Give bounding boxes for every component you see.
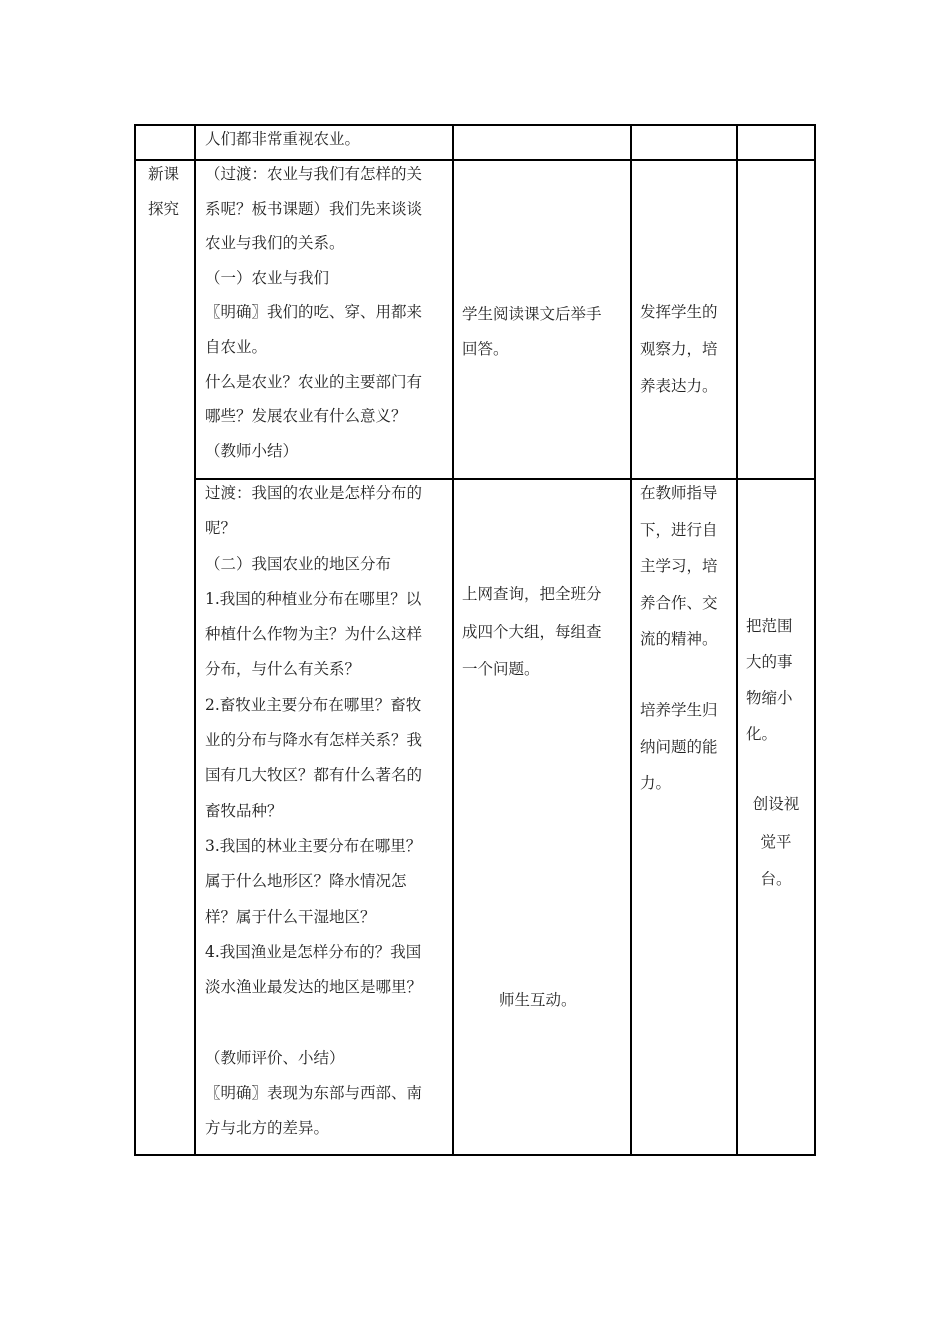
- column-divider-4: [736, 124, 738, 1156]
- text-line: （教师评价、小结）: [205, 1048, 345, 1067]
- text-line: 台。: [760, 870, 792, 888]
- text-line: 2.畜牧业主要分布在哪里？畜牧: [205, 695, 422, 714]
- text-line: （过渡：农业与我们有怎样的关: [205, 165, 423, 183]
- text-line: 一个问题。: [462, 660, 540, 678]
- text-line: 属于什么地形区？降水情况怎: [205, 872, 407, 891]
- text-line: 主学习，培: [640, 557, 718, 575]
- text-line: 样？属于什么干湿地区？: [205, 907, 376, 926]
- design-intent-part1: [640, 294, 718, 405]
- text-line: 观察力，培: [640, 340, 718, 358]
- text-line: 畜牧品种？: [205, 801, 283, 820]
- media-use-part2: [740, 786, 812, 899]
- text-line: 〖明确〗我们的吃、穿、用都来: [205, 303, 423, 322]
- text-line: 新课: [148, 165, 180, 183]
- text-line: 种植什么作物为主？为什么这样: [205, 625, 423, 644]
- text-line: 流的精神。: [640, 630, 718, 648]
- text-line: 自农业。: [205, 337, 268, 356]
- text-line: 觉平: [760, 832, 792, 851]
- text-line: 系呢？板书课题）我们先来谈谈: [205, 199, 423, 218]
- text-line: 化。: [746, 725, 778, 743]
- text-line: 上网查询，把全班分: [462, 585, 602, 603]
- text-line: 什么是农业？农业的主要部门有: [205, 372, 423, 391]
- table-border-bottom: [134, 1154, 816, 1156]
- text-line: 4.我国渔业是怎样分布的？我国: [205, 942, 422, 961]
- text-line-blank: [205, 1005, 422, 1040]
- text-line: 分布，与什么有关系？: [205, 660, 361, 679]
- text-line: 回答。: [462, 340, 509, 359]
- text-line: 把范围: [746, 617, 793, 635]
- text-line: （一）农业与我们: [205, 268, 330, 287]
- text-line: 力。: [640, 774, 672, 792]
- text-line: 创设视: [752, 795, 800, 813]
- text-line: 学生阅读课文后举手: [462, 305, 602, 323]
- text-line: 成四个大组，每组查: [462, 622, 602, 641]
- text-line: 〖明确〗表现为东部与西部、南: [205, 1084, 423, 1103]
- text-line: 师生互动。: [499, 991, 577, 1009]
- row1-content: [205, 122, 360, 157]
- text-line: 1.我国的种植业分布在哪里？以: [205, 589, 422, 608]
- design-intent-part2: [640, 475, 718, 658]
- text-line: 业的分布与降水有怎样关系？我: [205, 731, 423, 750]
- text-line: 培养学生归: [640, 701, 718, 719]
- text-line: 纳问题的能: [640, 737, 718, 756]
- text-line: 探究: [148, 200, 180, 219]
- text-line: 养合作、交: [640, 593, 718, 612]
- text-line: 方与北方的差异。: [205, 1119, 330, 1138]
- teacher-activity-part2: [205, 476, 422, 1147]
- design-intent-part3: [640, 692, 718, 802]
- text-line: （二）我国农业的地区分布: [205, 554, 392, 573]
- teacher-activity-part1: [205, 157, 422, 468]
- column-divider-3: [630, 124, 632, 1156]
- column-divider-1: [194, 124, 196, 1156]
- media-use-part1: [746, 608, 793, 752]
- text-line: 物缩小: [746, 689, 793, 707]
- text-line: 大的事: [746, 653, 793, 671]
- text-line: 下，进行自: [640, 520, 718, 539]
- text-line: 3.我国的林业主要分布在哪里？: [205, 836, 422, 855]
- text-line: 发挥学生的: [640, 303, 718, 321]
- text-line: 农业与我们的关系。: [205, 234, 345, 253]
- section-label: [148, 157, 179, 227]
- column-divider-2: [452, 124, 454, 1156]
- table-border-right: [814, 124, 816, 1156]
- text-line: 淡水渔业最发达的地区是哪里？: [205, 978, 423, 997]
- text-line: 人们都非常重视农业。: [205, 130, 361, 148]
- student-activity-interaction: [499, 983, 577, 1018]
- student-activity-part1: [462, 297, 602, 367]
- text-line: 哪些？发展农业有什么意义？: [205, 407, 407, 426]
- student-activity-part2: [462, 576, 602, 689]
- text-line: 过渡：我国的农业是怎样分布的: [205, 484, 423, 502]
- table-border-left: [134, 124, 136, 1156]
- text-line: 呢？: [205, 519, 237, 538]
- text-line: （教师小结）: [205, 441, 299, 460]
- text-line: 国有几大牧区？都有什么著名的: [205, 766, 423, 785]
- text-line: 在教师指导: [640, 484, 718, 502]
- text-line: 养表达力。: [640, 377, 718, 395]
